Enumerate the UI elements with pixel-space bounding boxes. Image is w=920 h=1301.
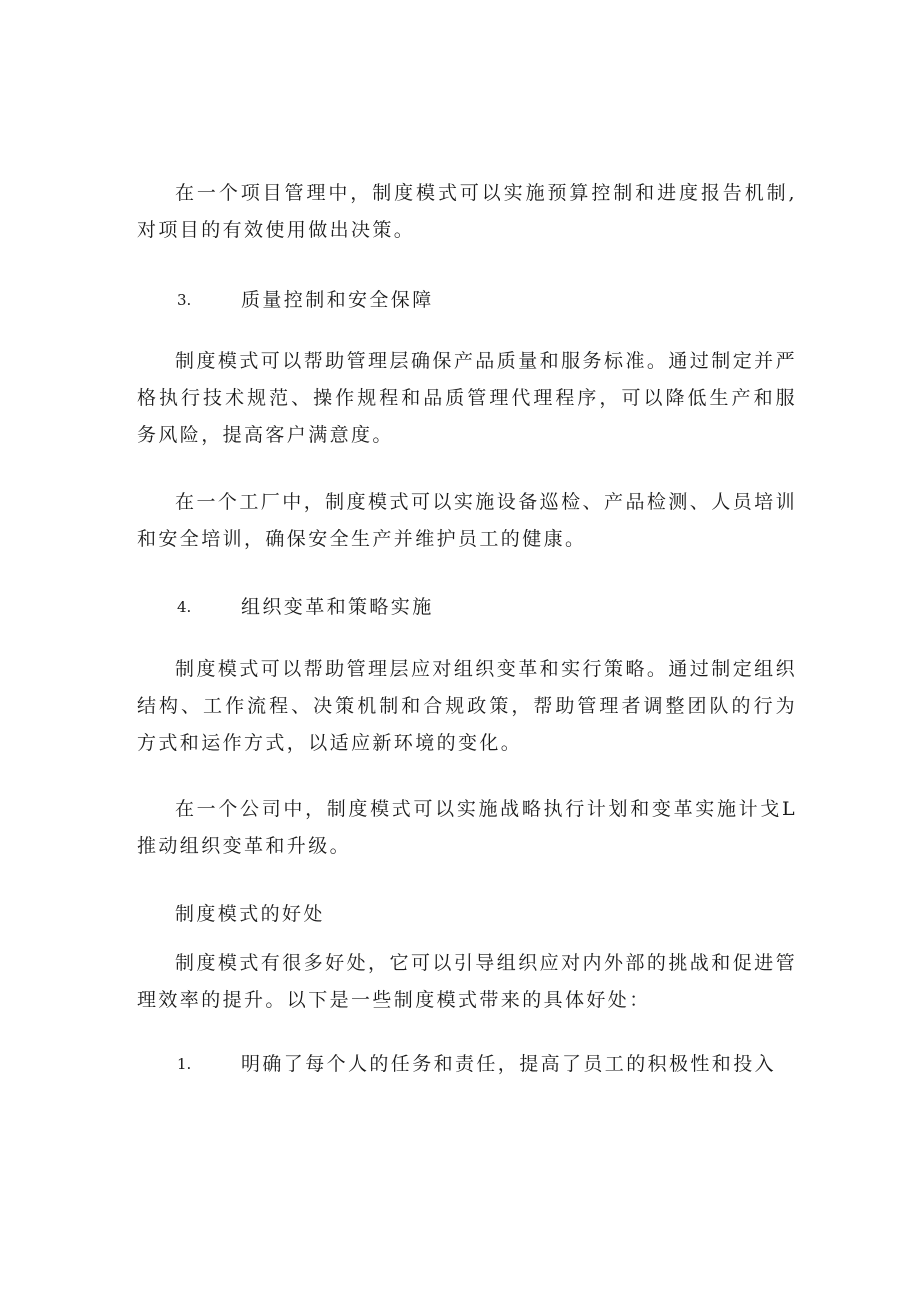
- section-title: 明确了每个人的任务和责任，提高了员工的积极性和投入: [241, 1053, 777, 1075]
- paragraph-factory: 在一个工厂中，制度模式可以实施设备巡检、产品检测、人员培训和安全培训，确保安全生产并维护员工的健康。: [137, 491, 797, 550]
- section-heading-3: [137, 282, 797, 319]
- section-heading-1: [137, 1046, 797, 1083]
- section-number: 3.: [177, 291, 192, 309]
- paragraph-quality-control: 制度模式可以帮助管理层确保产品质量和服务标准。通过制定并严格执行技术规范、操作规程和品质管理代理程序，可以降低生产和服务风险，提高客户满意度。: [137, 350, 797, 446]
- paragraph-benefits-intro: 制度模式有很多好处，它可以引导组织应对内外部的挑战和促进管理效率的提升。以下是一些制度模式带来的具体好处：: [137, 952, 797, 1011]
- paragraph-project-management: 在一个项目管理中，制度模式可以实施预算控制和进度报告机制,对项目的有效使用做出决策。: [137, 182, 797, 241]
- section-title: 质量控制和安全保障: [241, 289, 434, 311]
- section-title: 组织变革和策略实施: [241, 596, 434, 618]
- section-number: 4.: [177, 598, 192, 616]
- paragraph-company: 在一个公司中，制度模式可以实施战略执行计划和变革实施计戈L推动组织变革和升级。: [137, 798, 797, 857]
- benefits-heading: 制度模式的好处: [175, 903, 325, 925]
- paragraph-org-change: 制度模式可以帮助管理层应对组织变革和实行策略。通过制定组织结构、工作流程、决策机制和合规政策，帮助管理者调整团队的行为方式和运作方式，以适应新环境的变化。: [137, 658, 797, 754]
- section-number: 1.: [177, 1055, 192, 1073]
- section-heading-4: [137, 589, 797, 626]
